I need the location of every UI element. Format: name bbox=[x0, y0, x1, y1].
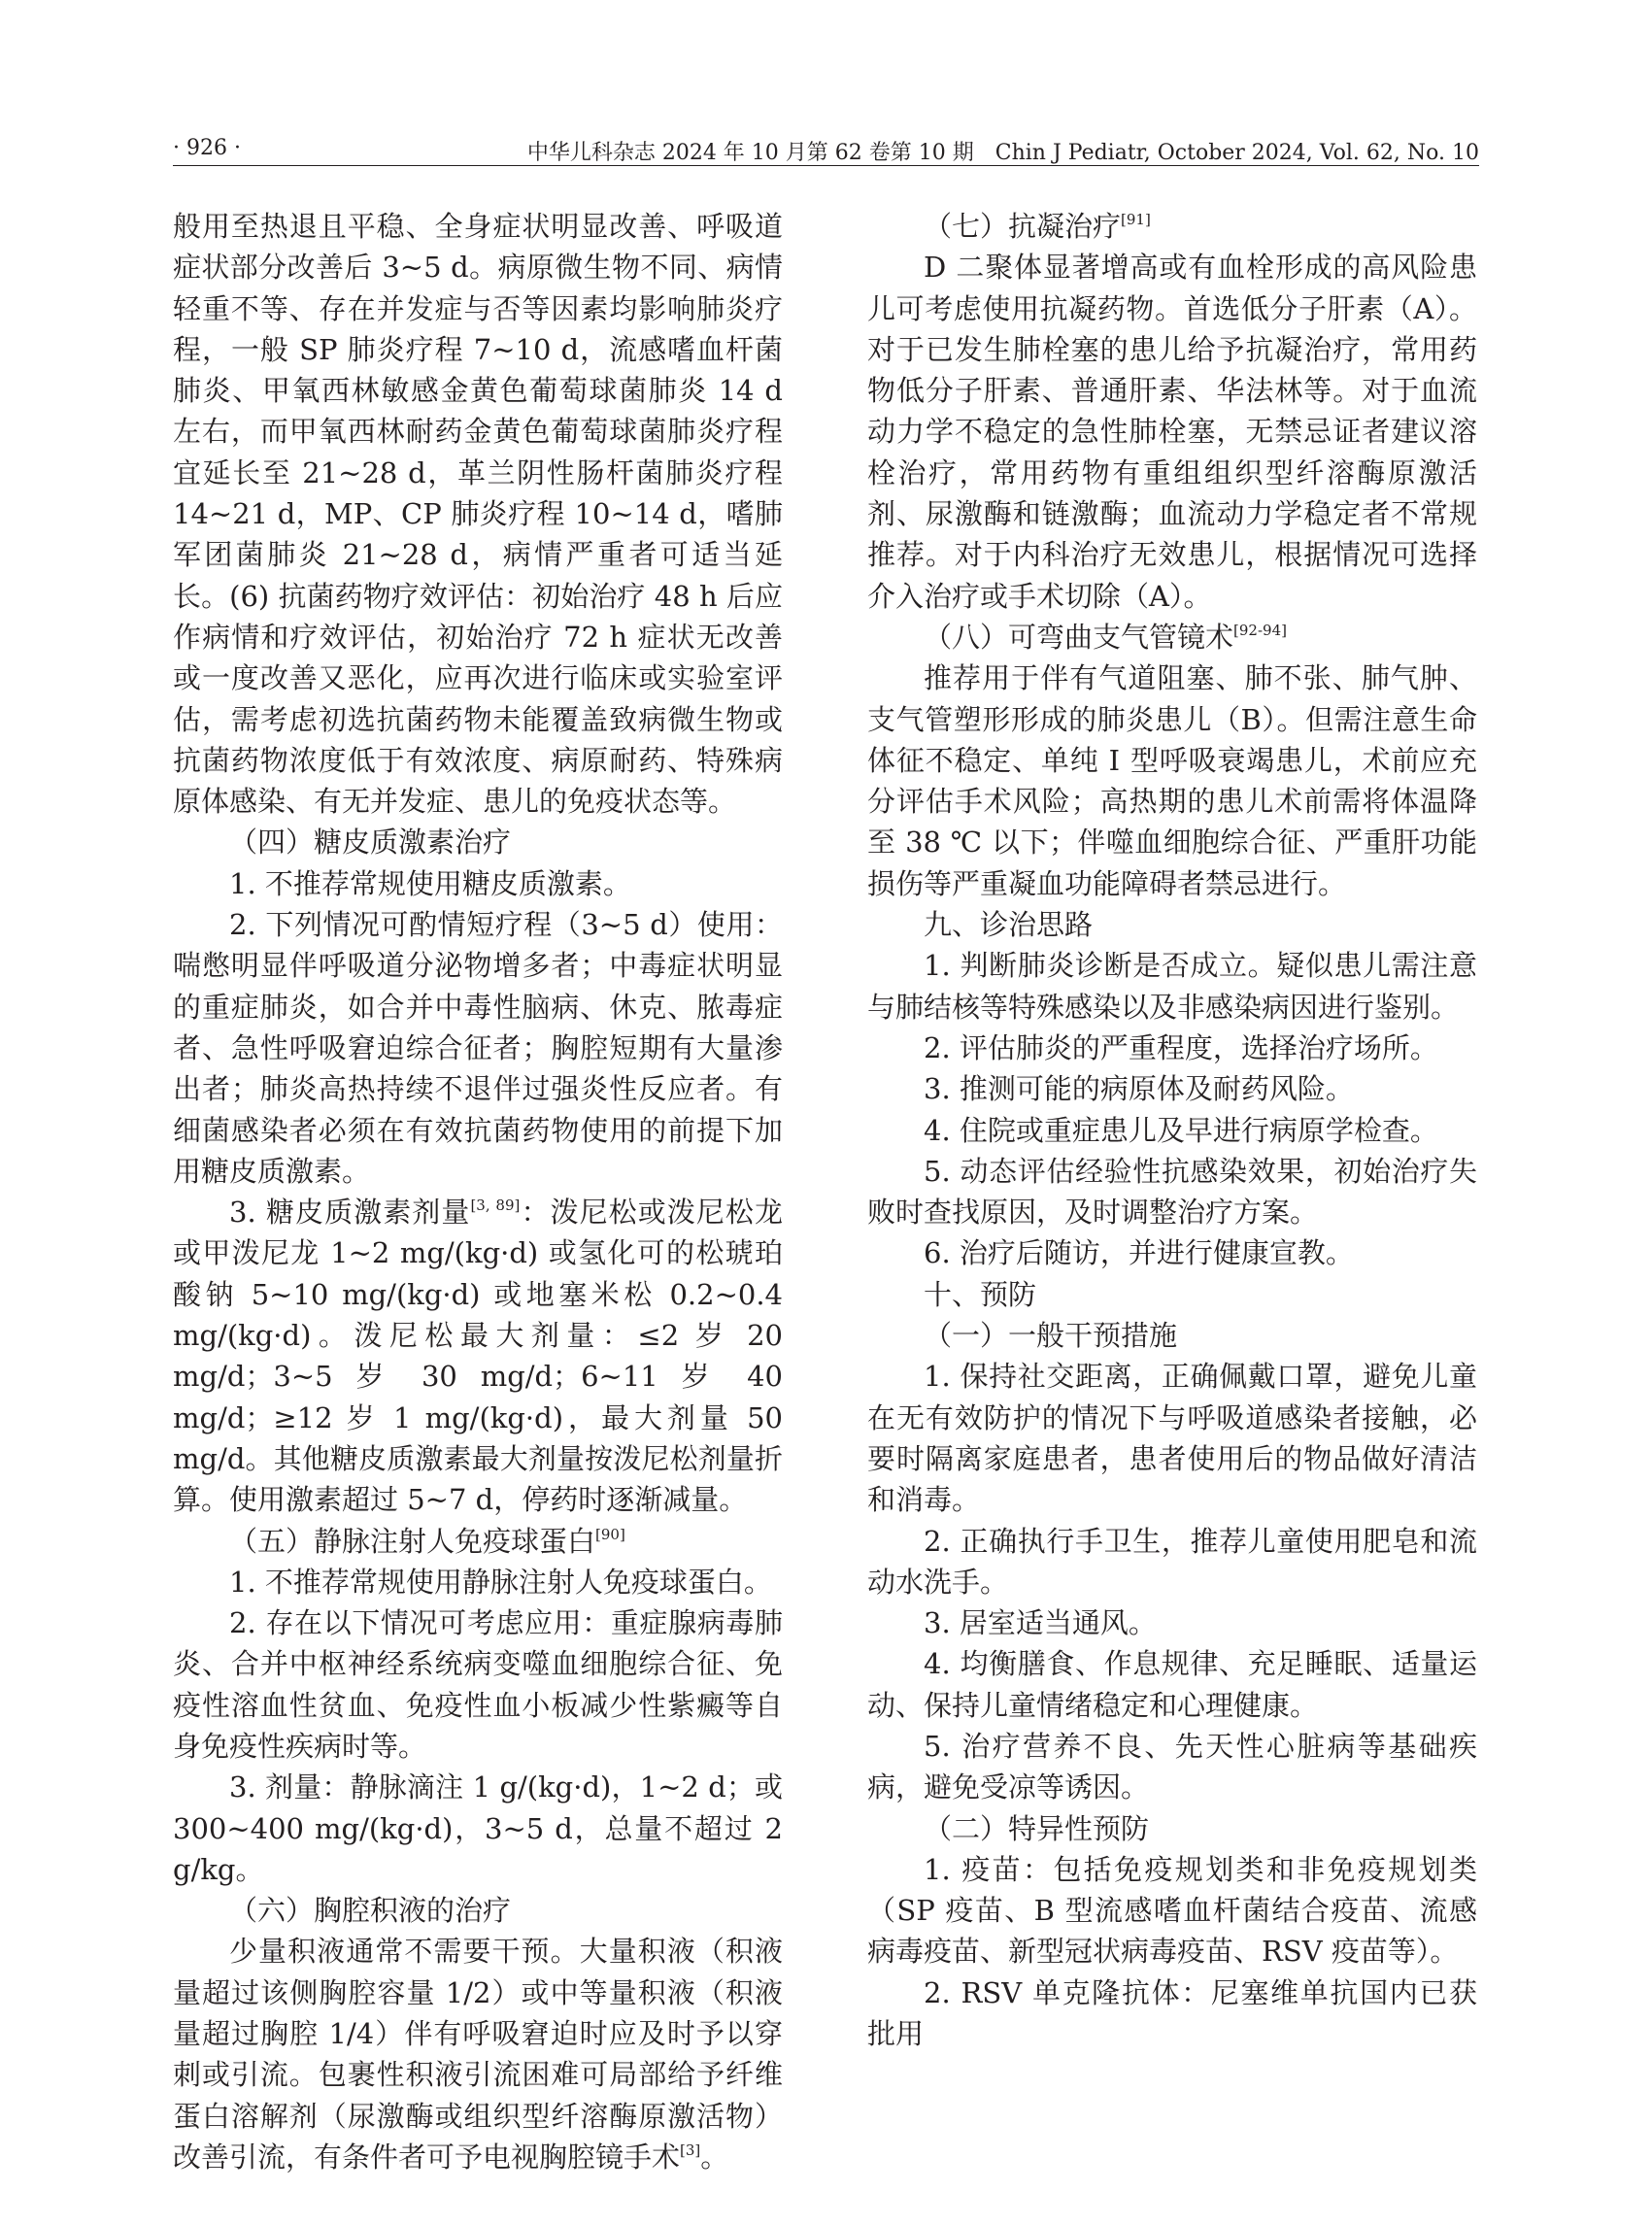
paragraph: 2. 正确执行手卫生，推荐儿童使用肥皂和流动水洗手。 bbox=[867, 1524, 1477, 1599]
paragraph: 4. 住院或重症患儿及早进行病原学检查。 bbox=[924, 1113, 1438, 1147]
left-column bbox=[173, 206, 783, 2177]
paragraph: 5. 动态评估经验性抗感染效果，初始治疗失败时查找原因，及时调整治疗方案。 bbox=[867, 1154, 1477, 1230]
paragraph-text: 少量积液通常不需要干预。大量积液（积液量超过该侧胸腔容量 1/2）或中等量积液（积液量超过胸腔 1/4）伴有呼吸窘迫时应及时予以穿刺或引流。包裹性积液引流困难可局部给予纤维蛋白溶解剂（尿激酶或组织型纤溶酶原激活物）改善引流，有条件者可予电视胸腔镜手术 bbox=[173, 1935, 783, 2174]
section-heading: 十、预防 bbox=[924, 1277, 1037, 1311]
citation-ref: [91] bbox=[1121, 211, 1151, 228]
heading-text: （五）静脉注射人免疫球蛋白 bbox=[229, 1524, 596, 1558]
paragraph: 1. 疫苗：包括免疫规划类和非免疫规划类（SP 疫苗、B 型流感嗜血杆菌结合疫苗、流感病毒疫苗、新型冠状病毒疫苗、RSV 疫苗等）。 bbox=[867, 1852, 1477, 1969]
paragraph-text: 。 bbox=[700, 2140, 729, 2174]
paragraph bbox=[173, 1192, 783, 1520]
paragraph bbox=[173, 1931, 783, 2177]
citation-ref: [92-94] bbox=[1233, 621, 1287, 639]
paragraph: 2. 存在以下情况可考虑应用：重症腺病毒肺炎、合并中枢神经系统病变噬血细胞综合征、免疫性溶血性贫血、免疫性血小板减少性紫癜等自身免疫性疾病时等。 bbox=[173, 1606, 783, 1763]
citation-ref: [90] bbox=[595, 1525, 625, 1543]
heading-text: （八）可弯曲支气管镜术 bbox=[924, 620, 1234, 654]
heading-text: （七）抗凝治疗 bbox=[924, 210, 1122, 243]
paragraph: 般用至热退且平稳、全身症状明显改善、呼吸道症状部分改善后 3~5 d。病原微生物不同、病情轻重不等、存在并发症与否等因素均影响肺炎疗程，一般 SP 肺炎疗程 7~10 d，流感嗜血杆菌肺炎、甲氧西林敏感金黄色葡萄球菌肺炎 14 d 左右，而甲氧西林耐药金黄色葡萄球菌肺炎疗程宜延长至 21~28 d，革兰阴性肠杆菌肺炎疗程 14~21 d，MP、CP 肺炎疗程 10~14 d，嗜肺军团菌肺炎 21~28 d，病情严重者可适当延长。(6) 抗菌药物疗效评估：初始治疗 48 h 后应作病情和疗效评估，初始治疗 72 h 症状无改善或一度改善又恶化，应再次进行临床或实验室评估，需考虑初选抗菌药物未能覆盖致病微生物或抗菌药物浓度低于有效浓度、病原耐药、特殊病原体感染、有无并发症、患儿的免疫状态等。 bbox=[173, 210, 783, 819]
section-heading: （一）一般干预措施 bbox=[924, 1319, 1178, 1353]
paragraph: 推荐用于伴有气道阻塞、肺不张、肺气肿、支气管塑形形成的肺炎患儿（B）。但需注意生命体征不稳定、单纯 Ⅰ 型呼吸衰竭患儿，术前应充分评估手术风险；高热期的患儿术前需将体温降至 38 ℃ 以下；伴噬血细胞综合征、严重肝功能损伤等严重凝血功能障碍者禁忌进行。 bbox=[867, 661, 1477, 900]
paragraph: 3. 居室适当通风。 bbox=[924, 1606, 1157, 1640]
citation-ref: [3, 89] bbox=[470, 1197, 521, 1215]
section-heading: 九、诊治思路 bbox=[924, 908, 1094, 942]
paragraph: 4. 均衡膳食、作息规律、充足睡眠、适量运动、保持儿童情绪稳定和心理健康。 bbox=[867, 1647, 1477, 1722]
paragraph: 1. 判断肺炎诊断是否成立。疑似患儿需注意与肺结核等特殊感染以及非感染病因进行鉴别。 bbox=[867, 949, 1477, 1024]
paragraph: 2. RSV 单克隆抗体：尼塞维单抗国内已获批用 bbox=[867, 1975, 1477, 2051]
paragraph: 5. 治疗营养不良、先天性心脏病等基础疾病，避免受凉等诱因。 bbox=[867, 1729, 1477, 1804]
journal-citation: 中华儿科杂志 2024 年 10 月第 62 卷第 10 期 Chin J Pediatr, October 2024, Vol. 62, No. 10 bbox=[526, 141, 1479, 165]
paragraph: 2. 评估肺炎的严重程度，选择治疗场所。 bbox=[924, 1030, 1438, 1064]
section-heading: （六）胸腔积液的治疗 bbox=[229, 1894, 512, 1928]
paragraph: 3. 剂量：静脉滴注 1 g/(kg·d)，1~2 d；或 300~400 mg/(kg·d)，3~5 d，总量不超过 2 g/kg。 bbox=[173, 1770, 783, 1886]
paragraph: 2. 下列情况可酌情短疗程（3~5 d）使用：喘憋明显伴呼吸道分泌物增多者；中毒症状明显的重症肺炎，如合并中毒性脑病、休克、脓毒症者、急性呼吸窘迫综合征者；胸腔短期有大量渗出者；肺炎高热持续不退伴过强炎性反应者。有细菌感染者必须在有效抗菌药物使用的前提下加用糖皮质激素。 bbox=[173, 908, 783, 1188]
running-header bbox=[173, 132, 1479, 166]
citation-ref: [3] bbox=[680, 2141, 701, 2159]
section-heading: （四）糖皮质激素治疗 bbox=[229, 826, 512, 860]
paragraph-text: ：泼尼松或泼尼松龙或甲泼尼龙 1~2 mg/(kg·d) 或氢化可的松琥珀酸钠 5~10 mg/(kg·d) 或地塞米松 0.2~0.4 mg/(kg·d)。泼尼松最大剂量：≤2 岁 20 mg/d；3~5 岁 30 mg/d；6~11 岁 40 mg/d；≥12 岁 1 mg/(kg·d)，最大剂量 50 mg/d。其他糖皮质激素最大剂量按泼尼松剂量折算。使用激素超过 5~7 d，停药时逐渐减量。 bbox=[173, 1196, 784, 1517]
paragraph: 3. 推测可能的病原体及耐药风险。 bbox=[924, 1072, 1354, 1106]
section-heading bbox=[867, 617, 1477, 657]
paragraph: 6. 治疗后随访，并进行健康宣教。 bbox=[924, 1236, 1354, 1270]
section-heading bbox=[173, 1521, 783, 1562]
paragraph: 1. 保持社交距离，正确佩戴口罩，避免儿童在无有效防护的情况下与呼吸道感染者接触，必要时隔离家庭患者，患者使用后的物品做好清洁和消毒。 bbox=[867, 1360, 1477, 1517]
paragraph: 1. 不推荐常规使用静脉注射人免疫球蛋白。 bbox=[229, 1565, 772, 1599]
paragraph: 1. 不推荐常规使用糖皮质激素。 bbox=[229, 866, 631, 900]
section-heading bbox=[867, 206, 1477, 247]
paragraph: D 二聚体显著增高或有血栓形成的高风险患儿可考虑使用抗凝药物。首选低分子肝素（A）。对于已发生肺栓塞的患儿给予抗凝治疗，常用药物低分子肝素、普通肝素、华法林等。对于血流动力学不稳定的急性肺栓塞，无禁忌证者建议溶栓治疗，常用药物有重组组织型纤溶酶原激活剂、尿激酶和链激酶；血流动力学稳定者不常规推荐。对于内科治疗无效患儿，根据情况可选择介入治疗或手术切除（A）。 bbox=[867, 251, 1477, 613]
paragraph-text: 3. 糖皮质激素剂量 bbox=[229, 1196, 471, 1230]
section-heading: （二）特异性预防 bbox=[924, 1811, 1150, 1845]
right-column bbox=[867, 206, 1477, 2054]
page-number: · 926 · bbox=[173, 136, 241, 160]
